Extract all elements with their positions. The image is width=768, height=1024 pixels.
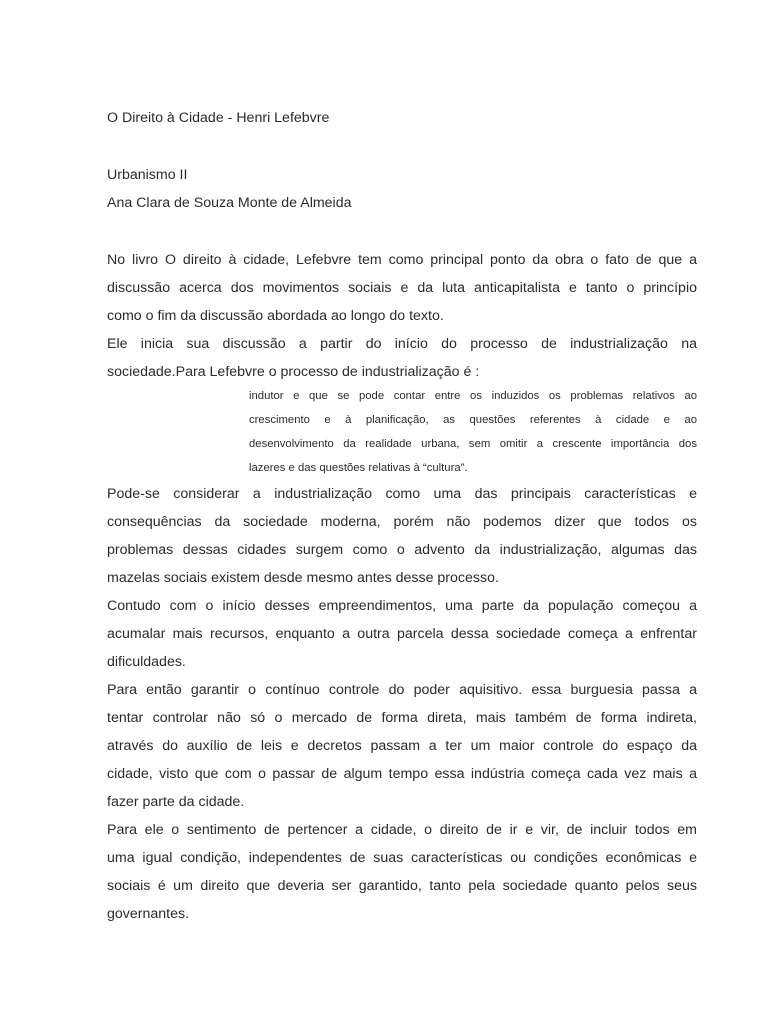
paragraph-line: como o fim da discussão abordada ao longo do texto.: [107, 308, 444, 324]
quote-line: indutor e que se pode contar entre os induzidos os problemas relativos ao: [249, 390, 697, 402]
quote-line: lazeres e das questões relativas à “cultura”.: [249, 462, 468, 474]
paragraph-line: cidade, visto que com o passar de algum tempo essa indústria começa cada vez mais a: [107, 766, 697, 782]
quote-line: crescimento e à planificação, as questões referentes à cidade e ao: [249, 414, 697, 426]
paragraph-line: mazelas sociais existem desde mesmo antes desse processo.: [107, 570, 499, 586]
paragraph-line: acumalar mais recursos, enquanto a outra parcela dessa sociedade começa a enfrentar: [107, 626, 697, 642]
paragraph-line: Pode-se considerar a industrialização como uma das principais características e: [107, 486, 697, 502]
quote-line: desenvolvimento da realidade urbana, sem omitir a crescente importância dos: [249, 438, 697, 450]
paragraph-line: Para ele o sentimento de pertencer a cidade, o direito de ir e vir, de incluir todos em: [107, 822, 697, 838]
document-title: O Direito à Cidade - Henri Lefebvre: [107, 110, 330, 126]
paragraph-line: sociais é um direito que deveria ser garantido, tanto pela sociedade quanto pelos seus: [107, 878, 697, 894]
paragraph-line: Ele inicia sua discussão a partir do início do processo de industrialização na: [107, 336, 697, 352]
paragraph-line: Contudo com o início desses empreendimentos, uma parte da população começou a: [107, 598, 697, 614]
course-name: Urbanismo II: [107, 167, 188, 183]
paragraph-line: discussão acerca dos movimentos sociais e da luta anticapitalista e tanto o princípio: [107, 280, 697, 296]
paragraph-line: problemas dessas cidades surgem como o advento da industrialização, algumas das: [107, 542, 697, 558]
paragraph-line: No livro O direito à cidade, Lefebvre tem como principal ponto da obra o fato de que a: [107, 252, 697, 268]
paragraph-line: Para então garantir o contínuo controle do poder aquisitivo. essa burguesia passa a: [107, 682, 697, 698]
paragraph-line: tentar controlar não só o mercado de forma direta, mais também de forma indireta,: [107, 710, 697, 726]
paragraph-line: dificuldades.: [107, 654, 186, 670]
paragraph-line: sociedade.Para Lefebvre o processo de industrialização é :: [107, 364, 480, 380]
paragraph-line: fazer parte da cidade.: [107, 794, 245, 810]
paragraph-line: através do auxílio de leis e decretos passam a ter um maior controle do espaço da: [107, 738, 697, 754]
paragraph-line: governantes.: [107, 906, 190, 922]
paragraph-line: uma igual condição, independentes de suas características ou condições econômicas e: [107, 850, 697, 866]
paragraph-line: consequências da sociedade moderna, porém não podemos dizer que todos os: [107, 514, 697, 530]
author-name: Ana Clara de Souza Monte de Almeida: [107, 195, 352, 211]
